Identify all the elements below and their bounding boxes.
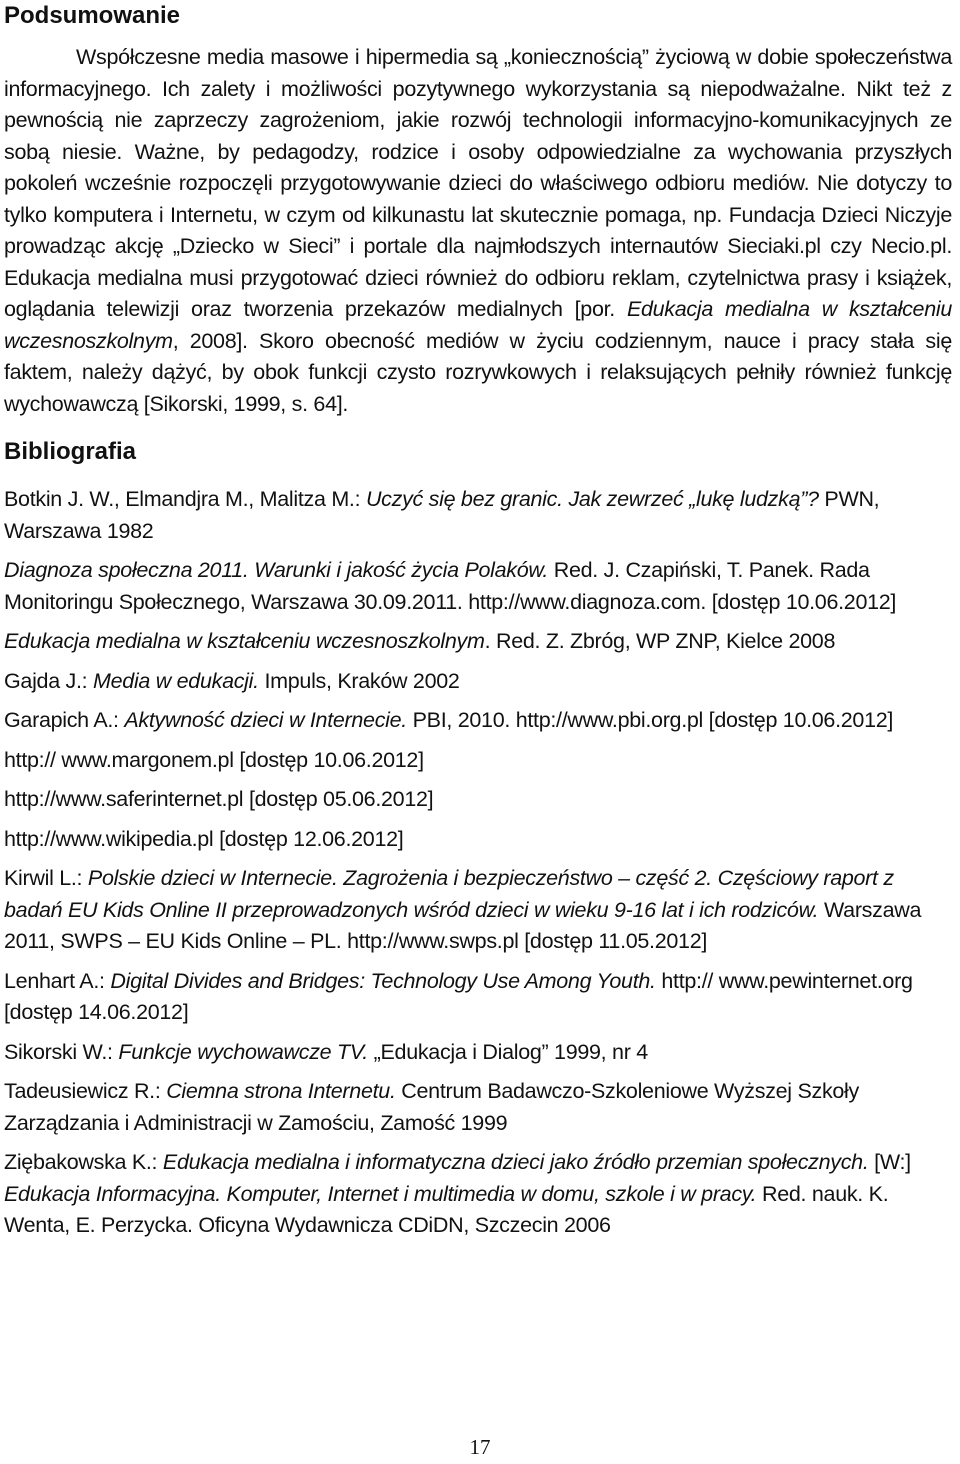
bibliography-entry — [4, 484, 952, 547]
text-run: Lenhart A.: — [4, 968, 111, 993]
text-run: Współczesne media masowe i hipermedia są „koniecznością” życiową w dobie społeczeństwa informacyjnego. Ich zalety i możliwości pozytywnego wykorzystania są niepodważalne. Nikt też z pewnością nie zaprzeczy zagrożeniom, jakie rozwój technologii informacyjno-komunikacyjnych ze sobą niesie. Ważne, by pedagodzy, rodzice i osoby odpowiedzialne za wychowania przyszłych pokoleń wcześnie rozpoczęli przygotowywanie dzieci do właściwego odbioru mediów. Nie dotyczy to tylko komputera i Internetu, w czym od kilkunastu lat skutecznie pomaga, np. Fundacja Dzieci Niczyje prowadząc akcję „Dziecko w Sieci” i portale dla najmłodszych internautów Sieciaki.pl czy Necio.pl. Edukacja medialna musi przygotować dzieci również do odbioru reklam, czytelnictwa prasy i książek, oglądania telewizji oraz tworzenia przekazów medialnych [por. — [4, 45, 952, 321]
italic-text-run: Edukacja medialna w kształceniu wczesnoszkolnym — [4, 629, 485, 653]
summary-paragraph — [4, 42, 952, 420]
bibliography-entry — [4, 784, 952, 816]
bibliography-entry — [4, 824, 952, 856]
italic-text-run: Media w edukacji. — [93, 668, 259, 693]
text-run: http://www.wikipedia.pl [dostęp 12.06.2012] — [4, 826, 404, 851]
text-run: PWN, Warszawa 1982 — [4, 487, 880, 543]
italic-text-run: Edukacja medialna i informatyczna dzieci jako źródło przemian społecznych. — [162, 1150, 869, 1174]
text-run: Centrum Badawczo-Szkoleniowe Wyższej Szkoły Zarządzania i Administracji w Zamościu, Zamość 1999 — [4, 1079, 859, 1135]
text-run: [W:] — [868, 1150, 911, 1174]
text-run: Tadeusiewicz R.: — [4, 1079, 167, 1103]
text-run: http:// www.margonem.pl [dostęp 10.06.2012] — [4, 747, 424, 772]
text-run: Kirwil L.: — [4, 866, 88, 890]
bibliography-entry — [4, 966, 952, 1029]
bibliography-entry — [4, 666, 952, 698]
italic-text-run: Polskie dzieci w Internecie. Zagrożenia i bezpieczeństwo – część 2. Częściowy raport z badań EU Kids Online II przeprowadzonych wśród dzieci w wieku 9-16 lat i ich rodziców. — [4, 866, 894, 922]
text-run: „Edukacja i Dialog” 1999, nr 4 — [367, 1039, 648, 1064]
bibliography-entry — [4, 626, 952, 658]
text-run: Gajda J.: — [4, 668, 94, 693]
italic-text-run: Edukacja Informacyjna. Komputer, Internet i multimedia w domu, szkole i w pracy. — [4, 1181, 757, 1206]
italic-text-run: Uczyć się bez granic. Jak zewrzeć „lukę ludzką”? — [365, 487, 819, 511]
text-run: http://www.saferinternet.pl [dostęp 05.06.2012] — [4, 787, 434, 811]
summary-heading: Podsumowanie — [4, 2, 181, 29]
text-run: http:// www.pewinternet.org [dostęp 14.06.2012] — [4, 968, 913, 1024]
text-run: Garapich A.: — [4, 708, 125, 732]
text-run: Impuls, Kraków 2002 — [258, 668, 460, 693]
bibliography-entry — [4, 1037, 952, 1069]
italic-text-run: Edukacja medialna w kształceniu wczesnoszkolnym — [4, 297, 952, 353]
italic-text-run: Aktywność dzieci w Internecie. — [124, 708, 407, 732]
bibliography-entry — [4, 1147, 952, 1242]
text-run: PBI, 2010. http://www.pbi.org.pl [dostęp 10.06.2012] — [406, 708, 894, 732]
text-run: Warszawa 2011, SWPS – EU Kids Online – PL. http://www.swps.pl [dostęp 11.05.2012] — [4, 897, 922, 953]
bibliography-entry — [4, 705, 952, 737]
bibliography-entry — [4, 555, 952, 618]
text-run: Red. J. Czapiński, T. Panek. Rada Monitoringu Społecznego, Warszawa 30.09.2011. http://www.diagnoza.com. [dostęp 10.06.2012] — [4, 558, 897, 614]
italic-text-run: Ciemna strona Internetu. — [166, 1079, 396, 1103]
text-run: , 2008]. Skoro obecność mediów w życiu codziennym, nauce i pracy stała się faktem, należy dążyć, by obok funkcji czysto rozrywkowych i relaksujących pełniły również funkcję wychowawczą [Sikorski, 1999, s. 64]. — [4, 328, 952, 416]
italic-text-run: Funkcje wychowawcze TV. — [118, 1039, 368, 1064]
text-run: Sikorski W.: — [4, 1039, 119, 1064]
italic-text-run: Digital Divides and Bridges: Technology Use Among Youth. — [110, 968, 656, 993]
text-run: Red. nauk. K. Wenta, E. Perzycka. Oficyna Wydawnicza CDiDN, Szczecin 2006 — [4, 1181, 889, 1237]
bibliography-list — [4, 484, 952, 1242]
text-run: Ziębakowska K.: — [4, 1150, 163, 1174]
bibliography-entry — [4, 745, 952, 777]
bibliography-entry — [4, 1076, 952, 1139]
text-run: . Red. Z. Zbróg, WP ZNP, Kielce 2008 — [484, 629, 836, 653]
bibliography-entry — [4, 863, 952, 958]
page-number: 17 — [469, 1435, 491, 1459]
bibliography-heading: Bibliografia — [4, 438, 137, 465]
text-run: Botkin J. W., Elmandjra M., Malitza M.: — [4, 487, 366, 511]
italic-text-run: Diagnoza społeczna 2011. Warunki i jakość życia Polaków. — [4, 558, 549, 582]
